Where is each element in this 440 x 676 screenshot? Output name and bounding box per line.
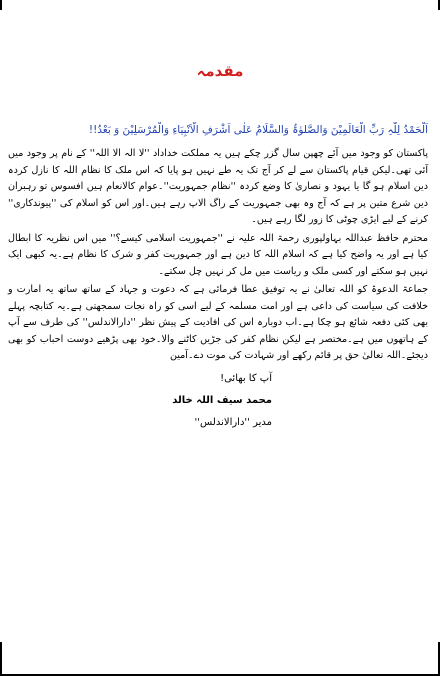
paragraph-2: محترم حافظ عبداللہ بہاولپوری رحمۃ اللہ علیہ نے ''جمہوریت اسلامی کیسے؟'' میں اس نظریہ کا ابطال کیا ہے اور یہ واضح کیا ہے کہ اسلام اللہ کا دین ہے اور جمہوریت کفر و شرک کا نظام ہے۔یہ کبھی ایک نہیں ہو سکتے اور کسی ملک و ریاست میں مل کر نہیں چل سکتے۔ [8, 232, 428, 277]
opening-invocation: اَلْحَمْدُ لِلّٰہِ رَبِّ الْعَالَمِیْنَ وَالصَّلوٰۃُ وَالسَّلَامُ عَلٰی اَشْرَفِ الْاَنْبِیَاءِ وَالْمُرْسَلِیْنَ وَ بَعْدُ!! [88, 124, 428, 136]
signature-block [172, 368, 272, 434]
page-border-bottom [0, 642, 440, 676]
paragraph-1: پاکستان کو وجود میں آئے چھپن سال گزر چکے ہیں یہ مملکت خداداد ''لا الہ الا اللہ'' کے نام پر وجود میں آئی تھی۔لیکن قیام پاکستان سے لے کر آج تک یہ طے نہیں ہو پایا کہ اس ملک کا نظام اللہ کا نازل کردہ دین اسلام ہو گا یا یہود و نصاریٰ کا وضع کردہ ''نظام جمہوریت''۔عوام کالانعام ہیں افسوس تو رہبران دین شرع متین پر ہے کہ آج وہ بھی جمہوریت کے راگ الاپ رہے ہیں۔اور اس کو اسلام کی ''پیوندکاری'' کرنے کے لیے ایڑی چوٹی کا زور لگا رہے ہیں۔ [8, 148, 428, 225]
signature-role: مدیر ''دارالاندلس'' [194, 417, 272, 428]
page-border-top [0, 0, 440, 10]
signature-salutation: آپ کا بھائی! [220, 373, 272, 384]
paragraph-3: جماعۃ الدعوۃ کو اللہ تعالیٰ نے یہ توفیق عطا فرمائی ہے کہ دعوت و جہاد کے ساتھ ساتھ یہ امارت و خلافت کی سیاست کی داعی ہے اور امت مسلمہ کے لیے اسی کو راہ نجات سمجھتی ہے۔یہ کتابچہ پہلے بھی کئی دفعہ شائع ہو چکا ہے۔اب دوبارہ اس کی افادیت کے پیش نظر ''دارالاندلس'' کی طرف سے آپ کے ہاتھوں میں ہے۔مختصر ہے لیکن نظام کفر کی جڑیں کاٹنے والا۔خود بھی پڑھیے دوست احباب کو بھی دیجئے۔اللہ تعالیٰ حق پر قائم رکھے اور شہادت کی موت دے۔آمین [8, 284, 428, 361]
page-title: مقدمہ [196, 62, 244, 80]
body-text [8, 146, 428, 367]
signature-name: محمد سیف اللہ خالد [172, 395, 272, 406]
